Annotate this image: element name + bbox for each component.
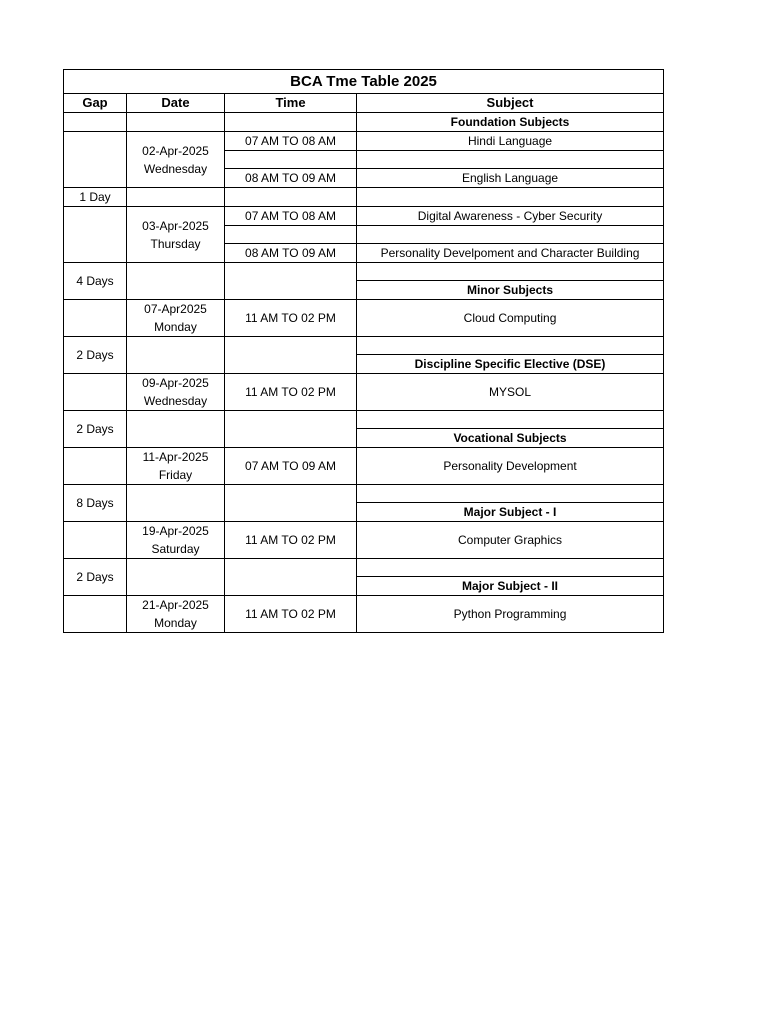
exam-date: 03-Apr-2025 (142, 218, 209, 233)
exam-time: 11 AM TO 02 PM (225, 374, 357, 411)
header-time: Time (225, 94, 357, 113)
header-gap: Gap (64, 94, 127, 113)
gap-cell: 2 Days (64, 337, 127, 374)
group-heading: Foundation Subjects (357, 113, 664, 132)
gap-cell: 1 Day (64, 188, 127, 207)
exam-date-cell (127, 132, 225, 188)
exam-date: 07-Apr2025 (144, 302, 207, 316)
exam-subject: MYSOL (357, 374, 664, 411)
exam-date: 11-Apr-2025 (142, 450, 209, 464)
exam-time: 11 AM TO 02 PM (225, 522, 357, 559)
exam-date: 09-Apr-2025 (142, 376, 209, 390)
exam-date: 21-Apr-2025 (142, 598, 209, 612)
gap-cell: 4 Days (64, 263, 127, 300)
exam-subject: English Language (357, 169, 664, 188)
exam-subject: Personality Develpoment and Character Building (357, 244, 664, 263)
group-heading: Major Subject - II (357, 577, 664, 596)
exam-subject: Cloud Computing (357, 300, 664, 337)
exam-time: 11 AM TO 02 PM (225, 596, 357, 633)
exam-subject: Computer Graphics (357, 522, 664, 559)
exam-time: 07 AM TO 08 AM (225, 207, 357, 226)
exam-day: Wednesday (143, 161, 208, 176)
exam-subject: Personality Development (357, 448, 664, 485)
group-heading: Vocational Subjects (357, 429, 664, 448)
group-heading: Major Subject - I (357, 503, 664, 522)
gap-cell: 2 Days (64, 559, 127, 596)
group-heading: Discipline Specific Elective (DSE) (357, 355, 664, 374)
exam-time: 08 AM TO 09 AM (225, 169, 357, 188)
exam-date-cell (127, 522, 225, 559)
exam-day: Thursday (150, 236, 201, 251)
gap-cell: 2 Days (64, 411, 127, 448)
table-title: BCA Tme Table 2025 (64, 70, 664, 94)
exam-day: Wednesday (143, 394, 208, 408)
exam-date-cell (127, 300, 225, 337)
exam-time: 08 AM TO 09 AM (225, 244, 357, 263)
header-date: Date (127, 94, 225, 113)
exam-day: Monday (154, 616, 197, 630)
exam-date-cell (127, 448, 225, 485)
exam-time: 07 AM TO 08 AM (225, 132, 357, 151)
exam-day: Friday (158, 468, 193, 482)
exam-subject: Digital Awareness - Cyber Security (357, 207, 664, 226)
exam-date-cell (127, 596, 225, 633)
exam-subject: Python Programming (357, 596, 664, 633)
exam-date: 02-Apr-2025 (142, 143, 209, 158)
exam-time: 11 AM TO 02 PM (225, 300, 357, 337)
exam-day: Monday (154, 320, 197, 334)
group-heading: Minor Subjects (357, 281, 664, 300)
exam-date-cell (127, 374, 225, 411)
exam-date-cell (127, 207, 225, 263)
timetable (63, 69, 664, 633)
exam-day: Saturday (151, 542, 200, 556)
exam-date: 19-Apr-2025 (142, 524, 209, 538)
exam-subject: Hindi Language (357, 132, 664, 151)
exam-time: 07 AM TO 09 AM (225, 448, 357, 485)
header-subject: Subject (357, 94, 664, 113)
gap-cell: 8 Days (64, 485, 127, 522)
